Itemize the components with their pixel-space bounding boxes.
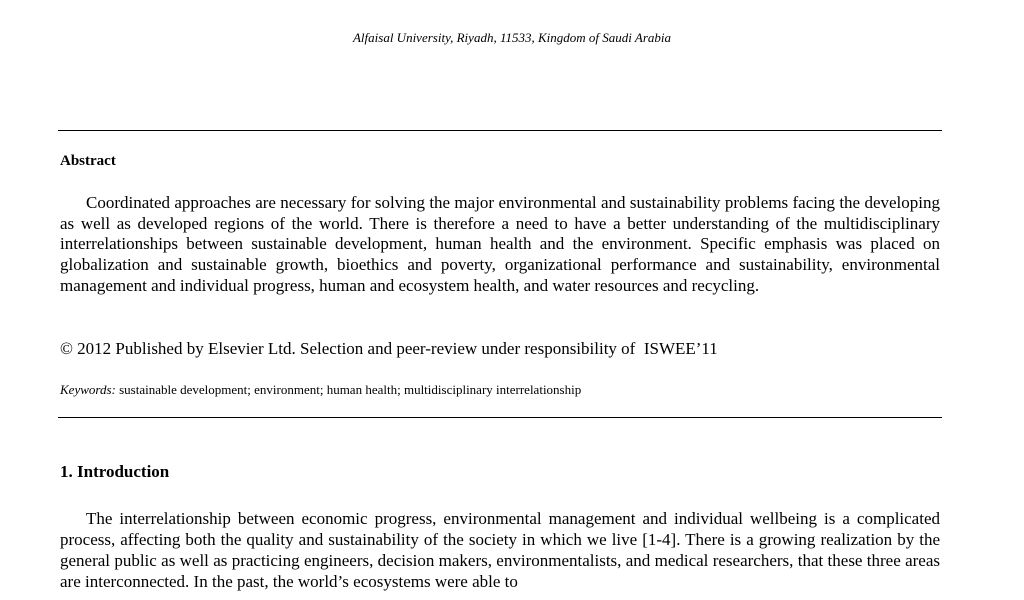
abstract-heading: Abstract — [60, 153, 116, 169]
cut-off-author-line — [400, 0, 624, 6]
bottom-divider — [58, 417, 942, 418]
top-divider — [58, 130, 942, 131]
introduction-heading: 1. Introduction — [60, 462, 170, 481]
keywords-line — [60, 382, 940, 398]
author-affiliation: Alfaisal University, Riyadh, 11533, Kingdom of Saudi Arabia — [352, 30, 671, 45]
keywords-text: sustainable development; environment; human health; multidisciplinary interrelationship — [119, 382, 582, 397]
introduction-body: The interrelationship between economic progress, environmental management and individual wellbeing is a complicated process, affecting both the quality and sustainability of the society in which we live [1-4]. There is a growing realization by the general public as well as practicing engineers, decision makers, environmentalists, and medical researchers, that these three areas are interconnected. In the past, the world’s ecosystems were able to — [60, 509, 940, 591]
abstract-body: Coordinated approaches are necessary for solving the major environmental and sustainability problems facing the developing as well as developed regions of the world. There is therefore a need to have a better understanding of the multidisciplinary interrelationships between sustainable development, human health and the environment. Specific emphasis was placed on globalization and sustainable growth, bioethics and poverty, organizational performance and sustainability, environmental management and individual progress, human and ecosystem health, and water resources and recycling. — [60, 193, 940, 295]
copyright-notice: © 2012 Published by Elsevier Ltd. Selection and peer-review under responsibility of ISWEE’11 — [60, 339, 718, 358]
keywords-label: Keywords: — [60, 382, 116, 397]
